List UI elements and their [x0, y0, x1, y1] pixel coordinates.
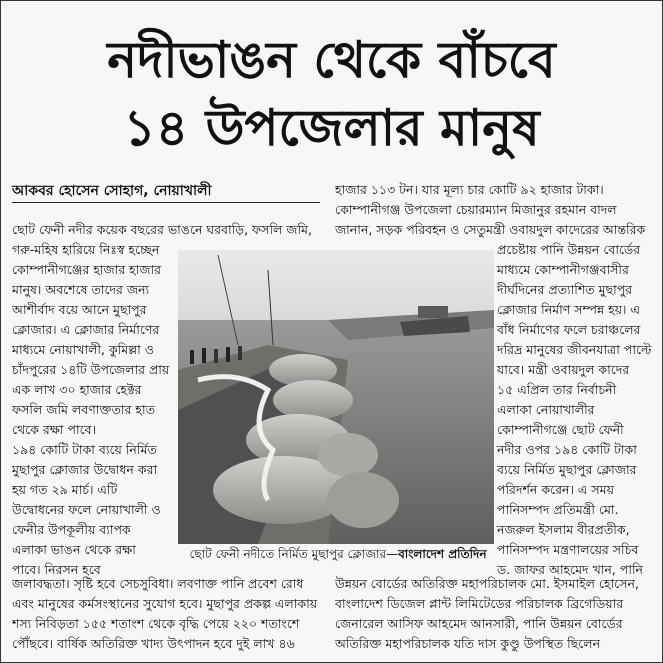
left-line: মাধ্যমে নোয়াখালী, কুমিল্লা ও — [12, 342, 154, 357]
bottom-right-line: উন্নয়ন বোর্ডের অতিরিক্ত মহাপরিচালক মো. ইসমাইল হোসেন, — [335, 576, 639, 591]
left-line: ফসলি জমি লবণাক্ততার হাত — [12, 402, 155, 417]
right-line: দীর্ঘদিনের প্রত্যাশিত মুছাপুর — [497, 282, 633, 297]
right-line: ক্লোজার নির্মাণ সম্পন্ন হয়। এ — [497, 302, 641, 317]
right-line: মাধ্যমে কোম্পানীগঞ্জবাসীর — [497, 262, 629, 277]
right-line: পরিদর্শন করেন। এ সময় — [497, 482, 614, 497]
left-line: গরু-মহিষ হারিয়ে নিঃস্ব হচ্ছেন — [12, 242, 160, 257]
left-line: চাঁদপুরের ১৪টি উপজেলার প্রায় — [12, 362, 170, 377]
bottom-right-line: বাংলাদেশ ডিজেল প্লান্ট লিমিটেডের পরিচালক ব্রিগেডিয়ার — [335, 596, 624, 611]
right-line: দরিদ্র মানুষের জীবনযাত্রা পাল্টে — [497, 342, 652, 357]
caption-credit: বাংলাদেশ প্রতিদিন — [398, 547, 487, 561]
left-line: মানুষ। অবশেষে তাদের জন্য — [12, 282, 150, 297]
right-line: জানান, সড়ক পরিবহন ও সেতুমন্ত্রী ওবায়দুল কাদেরের আন্তরিক — [335, 222, 646, 237]
right-line: যাবে। মন্ত্রী ওবায়দুল কাদের — [497, 362, 630, 377]
bottom-right-line: অতিরিক্ত মহাপরিচালক যতি দাস কুণ্ডু উপস্থিত ছিলেন — [335, 636, 601, 651]
bottom-left-line: জলাবদ্ধতা। সৃষ্টি হবে সেচসুবিধা। লবণাক্ত পানি প্রবেশ রোধ — [12, 576, 304, 591]
bottom-left-line: শস্য নিবিড়তা ১৫৫ শতাংশ থেকে বৃদ্ধি পেয়ে ২২০ শতাংশে — [12, 616, 300, 631]
left-line: মুছাপুর ক্লোজার উদ্বোধন করা — [12, 462, 158, 477]
news-photo — [178, 250, 494, 544]
right-line: এলাকা নোয়াখালীর — [497, 402, 595, 417]
closure-photo-illustration — [178, 250, 494, 544]
right-line: ড. জাফর আহমেদ খান, পানি — [497, 562, 643, 577]
right-line: হাজার ১১৩ টন। যার মূল্য চার কোটি ৯২ হাজার টাকা। — [335, 182, 604, 197]
left-line: ছোট ফেনী নদীর কয়েক বছরের ভাঙনে ঘরবাড়ি, ফসলি জমি, — [12, 222, 312, 237]
right-line: কোম্পানীগঞ্জে ছোট ফেনী — [497, 422, 624, 437]
left-line: ফেনীর উপকূলীয় ব্যাপক — [12, 522, 131, 537]
headline-line-2: ১৪ উপজেলার মানুষ — [123, 98, 540, 157]
right-line: নদীর ওপর ১৯৪ কোটি টাকা — [497, 442, 637, 457]
right-line: বাঁধ নির্মাণের ফলে চরাঞ্চলের — [497, 322, 641, 337]
right-line: নজরুল ইসলাম বীরপ্রতীক, — [497, 522, 630, 537]
left-line: কোম্পানীগঞ্জের হাজার হাজার — [12, 262, 162, 277]
right-line: কোম্পানীগঞ্জ উপজেলা চেয়ারম্যান মিজানুর রহমান বাদল — [335, 202, 617, 217]
left-line: উদ্বোধনের ফলে নোয়াখালী ও — [12, 502, 161, 517]
bottom-left-line: এবং মানুষের কর্মসংস্থানের সুযোগ হবে। মুছাপুর প্রকল্প এলাকায় — [12, 596, 318, 611]
headline-line-1: নদীভাঙন থেকে বাঁচবে — [107, 30, 556, 89]
byline: আকবর হোসেন সোহাগ, নোয়াখালী — [12, 180, 320, 203]
caption-text: ছোট ফেনী নদীতে নির্মিত মুছাপুর ক্লোজার— — [189, 547, 399, 561]
right-line: পানিসম্পদ প্রতিমন্ত্রী মো. — [497, 502, 619, 517]
bottom-right-line: জেনারেল আসিফ আহমেদ আনসারী, পানি উন্নয়ন বোর্ডের — [335, 616, 623, 631]
left-line: পাবে। নিরসন হবে — [12, 562, 101, 577]
left-line: হয় গত ২৯ মার্চ। এটি — [12, 482, 118, 497]
left-line: ১৯৪ কোটি টাকা ব্যয়ে নির্মিত — [12, 442, 157, 457]
left-line: আশীর্বাদ বয়ে আনে মুছাপুর — [12, 302, 147, 317]
right-line: ১৫ এপ্রিল তার নির্বাচনী — [497, 382, 617, 397]
right-line: পানিসম্পদ মন্ত্রণালয়ের সচিব — [497, 542, 639, 557]
left-line: ক্লোজার। এ ক্লোজার নির্মাণের — [12, 322, 160, 337]
left-line: এক লাখ ৩০ হাজার হেক্টর — [12, 382, 142, 397]
left-line: এলাকা ভাঙন থেকে রক্ষা — [12, 542, 136, 557]
left-line: থেকে রক্ষা পাবে। — [12, 422, 97, 437]
right-line: প্রচেষ্টায় পানি উন্নয়ন বোর্ডের — [497, 242, 641, 257]
right-line: ব্যয়ে নির্মিত মুছাপুর ক্লোজার — [497, 462, 637, 477]
photo-caption — [178, 544, 498, 564]
bottom-left-line: পৌঁছবে। বার্ষিক অতিরিক্ত খাদ্য উৎপাদন হবে দুই লাখ ৪৬ — [12, 636, 295, 651]
